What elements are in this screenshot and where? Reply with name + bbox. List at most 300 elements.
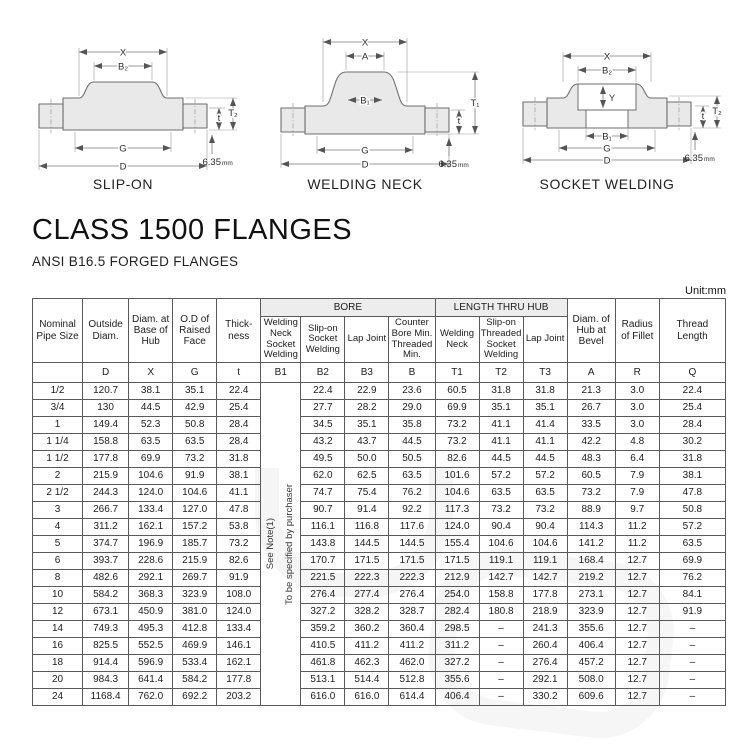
letter-x: X [129,363,173,383]
table-cell: 512.8 [389,672,435,689]
table-cell: 31.8 [659,451,725,468]
table-cell: 514.4 [345,672,389,689]
dim-label-b1: B₁ [602,131,612,143]
table-cell: 108.0 [217,587,261,604]
table-cell: 276.4 [301,587,345,604]
socket-welding-drawing [491,8,723,174]
table-cell: 12.7 [615,672,659,689]
table-cell: 323.9 [567,604,615,621]
table-cell: 120.7 [83,383,129,400]
table-cell: 44.5 [479,451,523,468]
welding-neck-drawing [249,8,481,174]
table-cell: 91.9 [659,604,725,621]
header-bore-lap: Lap Joint [345,317,389,363]
table-cell: 5 [33,536,83,553]
table-cell: 50.8 [659,502,725,519]
table-cell: 41.1 [523,434,567,451]
table-row [33,689,726,706]
dim-label-b2: B₂ [117,61,129,73]
table-cell: 3.0 [615,400,659,417]
table-cell: – [659,672,725,689]
table-cell: 41.1 [479,434,523,451]
bore-note-line: To be specified by purchaser [284,483,296,605]
table-cell: 508.0 [567,672,615,689]
table-cell: – [479,638,523,655]
table-cell: 157.2 [173,519,217,536]
table-cell: 91.9 [217,570,261,587]
table-row [33,502,726,519]
table-cell: 146.1 [217,638,261,655]
unit-label: Unit:mm [685,285,726,297]
letter-t1: T1 [435,363,479,383]
table-cell: 28.4 [217,417,261,434]
dim-label-x: X [119,47,127,59]
table-cell: 63.5 [523,485,567,502]
table-cell: 368.3 [129,587,173,604]
table-cell: 673.1 [83,604,129,621]
table-cell: 22.9 [345,383,389,400]
dim-label-a: A [361,51,369,63]
dim-label-d: D [361,159,369,171]
table-cell: 25.4 [659,400,725,417]
table-cell: 35.8 [389,417,435,434]
table-cell: 90.4 [479,519,523,536]
table-cell: 3/4 [33,400,83,417]
table-cell: 450.9 [129,604,173,621]
table-cell: 130 [83,400,129,417]
table-row [33,672,726,689]
table-cell: 142.7 [523,570,567,587]
table-cell: 76.2 [659,570,725,587]
table-cell: 12.7 [615,689,659,706]
through-bore [586,110,628,128]
table-row [33,451,726,468]
table-cell: 355.6 [435,672,479,689]
table-cell: 6.4 [615,451,659,468]
table-cell: 158.8 [83,434,129,451]
header-bore-group: BORE [261,299,435,317]
table-cell: 355.6 [567,621,615,638]
table-cell: 73.2 [567,485,615,502]
table-cell: 254.0 [435,587,479,604]
table-cell: 276.4 [523,655,567,672]
table-cell: 12.7 [615,604,659,621]
table-cell: 411.2 [389,638,435,655]
table-body [33,383,726,706]
table-cell: 513.1 [301,672,345,689]
table-cell: 218.9 [523,604,567,621]
table-cell: 311.2 [83,519,129,536]
bore-note-cell [261,383,301,706]
table-cell: 171.5 [389,553,435,570]
letter-b3: B3 [345,363,389,383]
header-thru-lap: Lap Joint [523,317,567,363]
table-cell: 323.9 [173,587,217,604]
table-cell: 30.2 [659,434,725,451]
table-cell: 292.1 [523,672,567,689]
table-cell: 168.4 [567,553,615,570]
bore-note-line: See Note(1) [265,518,277,570]
letter-t3: T3 [523,363,567,383]
table-cell: 412.8 [173,621,217,638]
table-cell: 25.4 [217,400,261,417]
table-cell: 18 [33,655,83,672]
table-cell: – [659,689,725,706]
table-cell: 462.0 [389,655,435,672]
table-cell: 47.8 [217,502,261,519]
diagram-socket-welding [486,8,728,192]
table-cell: 330.2 [523,689,567,706]
table-row [33,655,726,672]
table-cell: 221.5 [301,570,345,587]
table-cell: 16 [33,638,83,655]
table-cell: 73.2 [217,536,261,553]
letter-r: R [615,363,659,383]
table-cell: 171.5 [345,553,389,570]
table-row [33,553,726,570]
table-row [33,536,726,553]
table-cell: 584.2 [83,587,129,604]
table-cell: 616.0 [301,689,345,706]
raised-face-note-unit: mm [704,156,715,163]
letter-blank [33,363,83,383]
table-cell: – [479,621,523,638]
header-hub-bevel: Diam. of Hub at Bevel [567,299,615,363]
table-cell: 143.8 [301,536,345,553]
header-bore-wn-sw: Welding Neck Socket Welding [261,317,301,363]
table-cell: 50.5 [389,451,435,468]
table-cell: 35.1 [173,383,217,400]
table-cell: 170.7 [301,553,345,570]
diagram-caption: SLIP-ON [92,176,154,192]
header-bore-so-sw: Slip-on Socket Welding [301,317,345,363]
table-cell: 11.2 [615,519,659,536]
table-cell: 241.3 [523,621,567,638]
table-cell: 276.4 [389,587,435,604]
table-cell: 31.8 [523,383,567,400]
table-cell: 328.7 [389,604,435,621]
table-cell: 360.4 [389,621,435,638]
table-cell: 73.2 [173,451,217,468]
table-cell: 359.2 [301,621,345,638]
table-cell: 244.3 [83,485,129,502]
table-cell: 219.2 [567,570,615,587]
table-cell: 133.4 [217,621,261,638]
table-cell: – [659,655,725,672]
dim-label-d: D [119,161,127,173]
diagram-slip-on [2,8,244,192]
table-row [33,519,726,536]
table-cell: 215.9 [173,553,217,570]
dim-label-g: G [603,143,611,155]
table-cell: 749.3 [83,621,129,638]
table-cell: 3.0 [615,383,659,400]
table-cell: 11.2 [615,536,659,553]
table-cell: 31.8 [479,383,523,400]
table-cell: 41.1 [217,485,261,502]
table-cell: 144.5 [389,536,435,553]
table-cell: 533.4 [173,655,217,672]
table-cell: 50.8 [173,417,217,434]
table-cell: 260.4 [523,638,567,655]
table-cell: 47.8 [659,485,725,502]
header-thru-wn: Welding Neck [435,317,479,363]
table-cell: 8 [33,570,83,587]
table-cell: 28.2 [345,400,389,417]
table-cell: 196.9 [129,536,173,553]
header-raised-face: O.D of Raised Face [173,299,217,363]
table-cell: 228.6 [129,553,173,570]
table-cell: 73.2 [523,502,567,519]
table-cell: 7.9 [615,485,659,502]
table-cell: 12.7 [615,655,659,672]
diagram-caption: WELDING NECK [307,176,423,192]
table-cell: 4 [33,519,83,536]
table-cell: 60.5 [567,468,615,485]
table-cell: 692.2 [173,689,217,706]
table-cell: 34.5 [301,417,345,434]
table-cell: 42.9 [173,400,217,417]
table-cell: 44.5 [129,400,173,417]
header-thickness: Thick-ness [217,299,261,363]
table-cell: 62.0 [301,468,345,485]
table-cell: 381.0 [173,604,217,621]
table-row [33,621,726,638]
table-cell: 60.5 [435,383,479,400]
table-cell: 825.5 [83,638,129,655]
table-cell: 73.2 [435,434,479,451]
table-cell: 53.8 [217,519,261,536]
table-row [33,434,726,451]
table-cell: 552.5 [129,638,173,655]
table-cell: 180.8 [479,604,523,621]
table-cell: 162.1 [217,655,261,672]
table-cell: 73.2 [479,502,523,519]
table-cell: 410.5 [301,638,345,655]
table-cell: 35.1 [479,400,523,417]
header-size: Nominal Pipe Size [33,299,83,363]
table-cell: 41.1 [479,417,523,434]
dim-label-b2: B₂ [601,65,613,77]
table-cell: 28.4 [217,434,261,451]
table-cell: 27.7 [301,400,345,417]
table-row [33,587,726,604]
table-cell: 57.2 [523,468,567,485]
table-row [33,638,726,655]
dim-label-t2: T₂ [712,106,722,117]
table-cell: 762.0 [129,689,173,706]
table-head [33,299,726,383]
dim-label-t1: T₁ [470,98,480,109]
table-cell: 411.2 [345,638,389,655]
table-cell: 69.9 [129,451,173,468]
table-cell: 360.2 [345,621,389,638]
table-cell: 212.9 [435,570,479,587]
flange-dimensions-table [32,298,726,706]
table-cell: 101.6 [435,468,479,485]
table-cell: 1 [33,417,83,434]
table-cell: 104.6 [479,536,523,553]
table-cell: 43.2 [301,434,345,451]
table-cell: 327.2 [301,604,345,621]
table-cell: 38.1 [217,468,261,485]
table-cell: – [479,689,523,706]
table-cell: 155.4 [435,536,479,553]
table-cell: 44.5 [389,434,435,451]
table-cell: 92.2 [389,502,435,519]
table-cell: 22.4 [659,383,725,400]
table-cell: 1 1/2 [33,451,83,468]
dim-label-d: D [603,155,611,167]
diagram-welding-neck [244,8,486,192]
table-row [33,383,726,400]
socket-bore [578,84,636,110]
table-cell: 328.2 [345,604,389,621]
table-cell: 273.1 [567,587,615,604]
table-cell: 63.5 [129,434,173,451]
table-cell: 116.8 [345,519,389,536]
table-cell: 7.9 [615,468,659,485]
table-cell: 144.5 [345,536,389,553]
header-thread: Thread Length [659,299,725,363]
table-cell: 327.2 [435,655,479,672]
dim-label-g: G [361,145,369,157]
table-cell: 10 [33,587,83,604]
table-cell: 63.5 [173,434,217,451]
slip-on-drawing [7,8,239,174]
letter-a: A [567,363,615,383]
table-cell: 91.4 [345,502,389,519]
table-cell: 277.4 [345,587,389,604]
table-cell: 119.1 [523,553,567,570]
table-cell: 149.4 [83,417,129,434]
table-cell: 48.3 [567,451,615,468]
table-cell: 35.1 [345,417,389,434]
table-cell: 141.2 [567,536,615,553]
raised-face-note-unit: mm [222,160,233,167]
table-cell: 374.7 [83,536,129,553]
table-cell: 82.6 [435,451,479,468]
table-row [33,604,726,621]
letter-b: B [389,363,435,383]
table-cell: 222.3 [345,570,389,587]
table-cell: 12.7 [615,587,659,604]
table-cell: 12 [33,604,83,621]
table-cell: 21.3 [567,383,615,400]
table-cell: 26.7 [567,400,615,417]
diagram-caption: SOCKET WELDING [539,176,675,192]
letter-b2: B2 [301,363,345,383]
page-subtitle: ANSI B16.5 FORGED FLANGES [32,254,239,269]
table-cell: 298.5 [435,621,479,638]
table-cell: 482.6 [83,570,129,587]
table-row [33,400,726,417]
table-cell: 616.0 [345,689,389,706]
raised-face-note-unit: mm [458,162,469,169]
table-cell: 73.2 [435,417,479,434]
table-cell: 76.2 [389,485,435,502]
letter-d: D [83,363,129,383]
table-cell: 57.2 [659,519,725,536]
table-cell: 38.1 [659,468,725,485]
table-cell: 9.7 [615,502,659,519]
header-bore-counter: Counter Bore Min. Threaded Min. [389,317,435,363]
table-cell: 457.2 [567,655,615,672]
table-cell: 124.0 [217,604,261,621]
table-cell: 127.0 [173,502,217,519]
table-cell: 462.3 [345,655,389,672]
table-row [33,417,726,434]
dim-label-t2: T₂ [228,108,238,119]
table-cell: 104.6 [523,536,567,553]
table-cell: 185.7 [173,536,217,553]
table-cell: 74.7 [301,485,345,502]
table-cell: 584.2 [173,672,217,689]
dim-label-t: t [457,116,461,127]
page-title: CLASS 1500 FLANGES [32,214,353,246]
table-cell: 2 1/2 [33,485,83,502]
table-cell: 406.4 [435,689,479,706]
table-cell: 641.4 [129,672,173,689]
table-cell: 609.6 [567,689,615,706]
table-cell: 222.3 [389,570,435,587]
table-cell: 43.7 [345,434,389,451]
table-cell: 44.5 [523,451,567,468]
table-cell: 104.6 [435,485,479,502]
table-cell: 266.7 [83,502,129,519]
diagram-row [0,0,730,192]
table-cell: 6 [33,553,83,570]
table-cell: 57.2 [479,468,523,485]
letter-b1: B1 [261,363,301,383]
table-cell: – [479,672,523,689]
table-cell: 42.2 [567,434,615,451]
header-hub-base: Diam. at Base of Hub [129,299,173,363]
table-cell: 133.4 [129,502,173,519]
table-cell: 4.8 [615,434,659,451]
table-cell: 14 [33,621,83,638]
table-cell: 49.5 [301,451,345,468]
table-cell: 3.0 [615,417,659,434]
table-cell: 12.7 [615,570,659,587]
table-cell: 75.4 [345,485,389,502]
table-cell: 393.7 [83,553,129,570]
table-row [33,468,726,485]
table-cell: 495.3 [129,621,173,638]
table-cell: 62.5 [345,468,389,485]
table-cell: 1168.4 [83,689,129,706]
table-cell: 20 [33,672,83,689]
table-cell: 311.2 [435,638,479,655]
table-cell: 90.4 [523,519,567,536]
table-cell: 29.0 [389,400,435,417]
table-cell: 177.8 [217,672,261,689]
table-cell: 203.2 [217,689,261,706]
raised-face-note: 6.35 [684,153,703,164]
dim-label-y: Y [608,93,616,104]
table-cell: 12.7 [615,638,659,655]
table-cell: 117.3 [435,502,479,519]
table-cell: 82.6 [217,553,261,570]
raised-face-note: 6.35 [438,159,457,170]
table-cell: 104.6 [173,485,217,502]
dim-label-x: X [603,51,611,63]
table-cell: 28.4 [659,417,725,434]
table-cell: 124.0 [129,485,173,502]
header-outside-diam: Outside Diam. [83,299,129,363]
table-cell: – [659,621,725,638]
letter-q: Q [659,363,725,383]
